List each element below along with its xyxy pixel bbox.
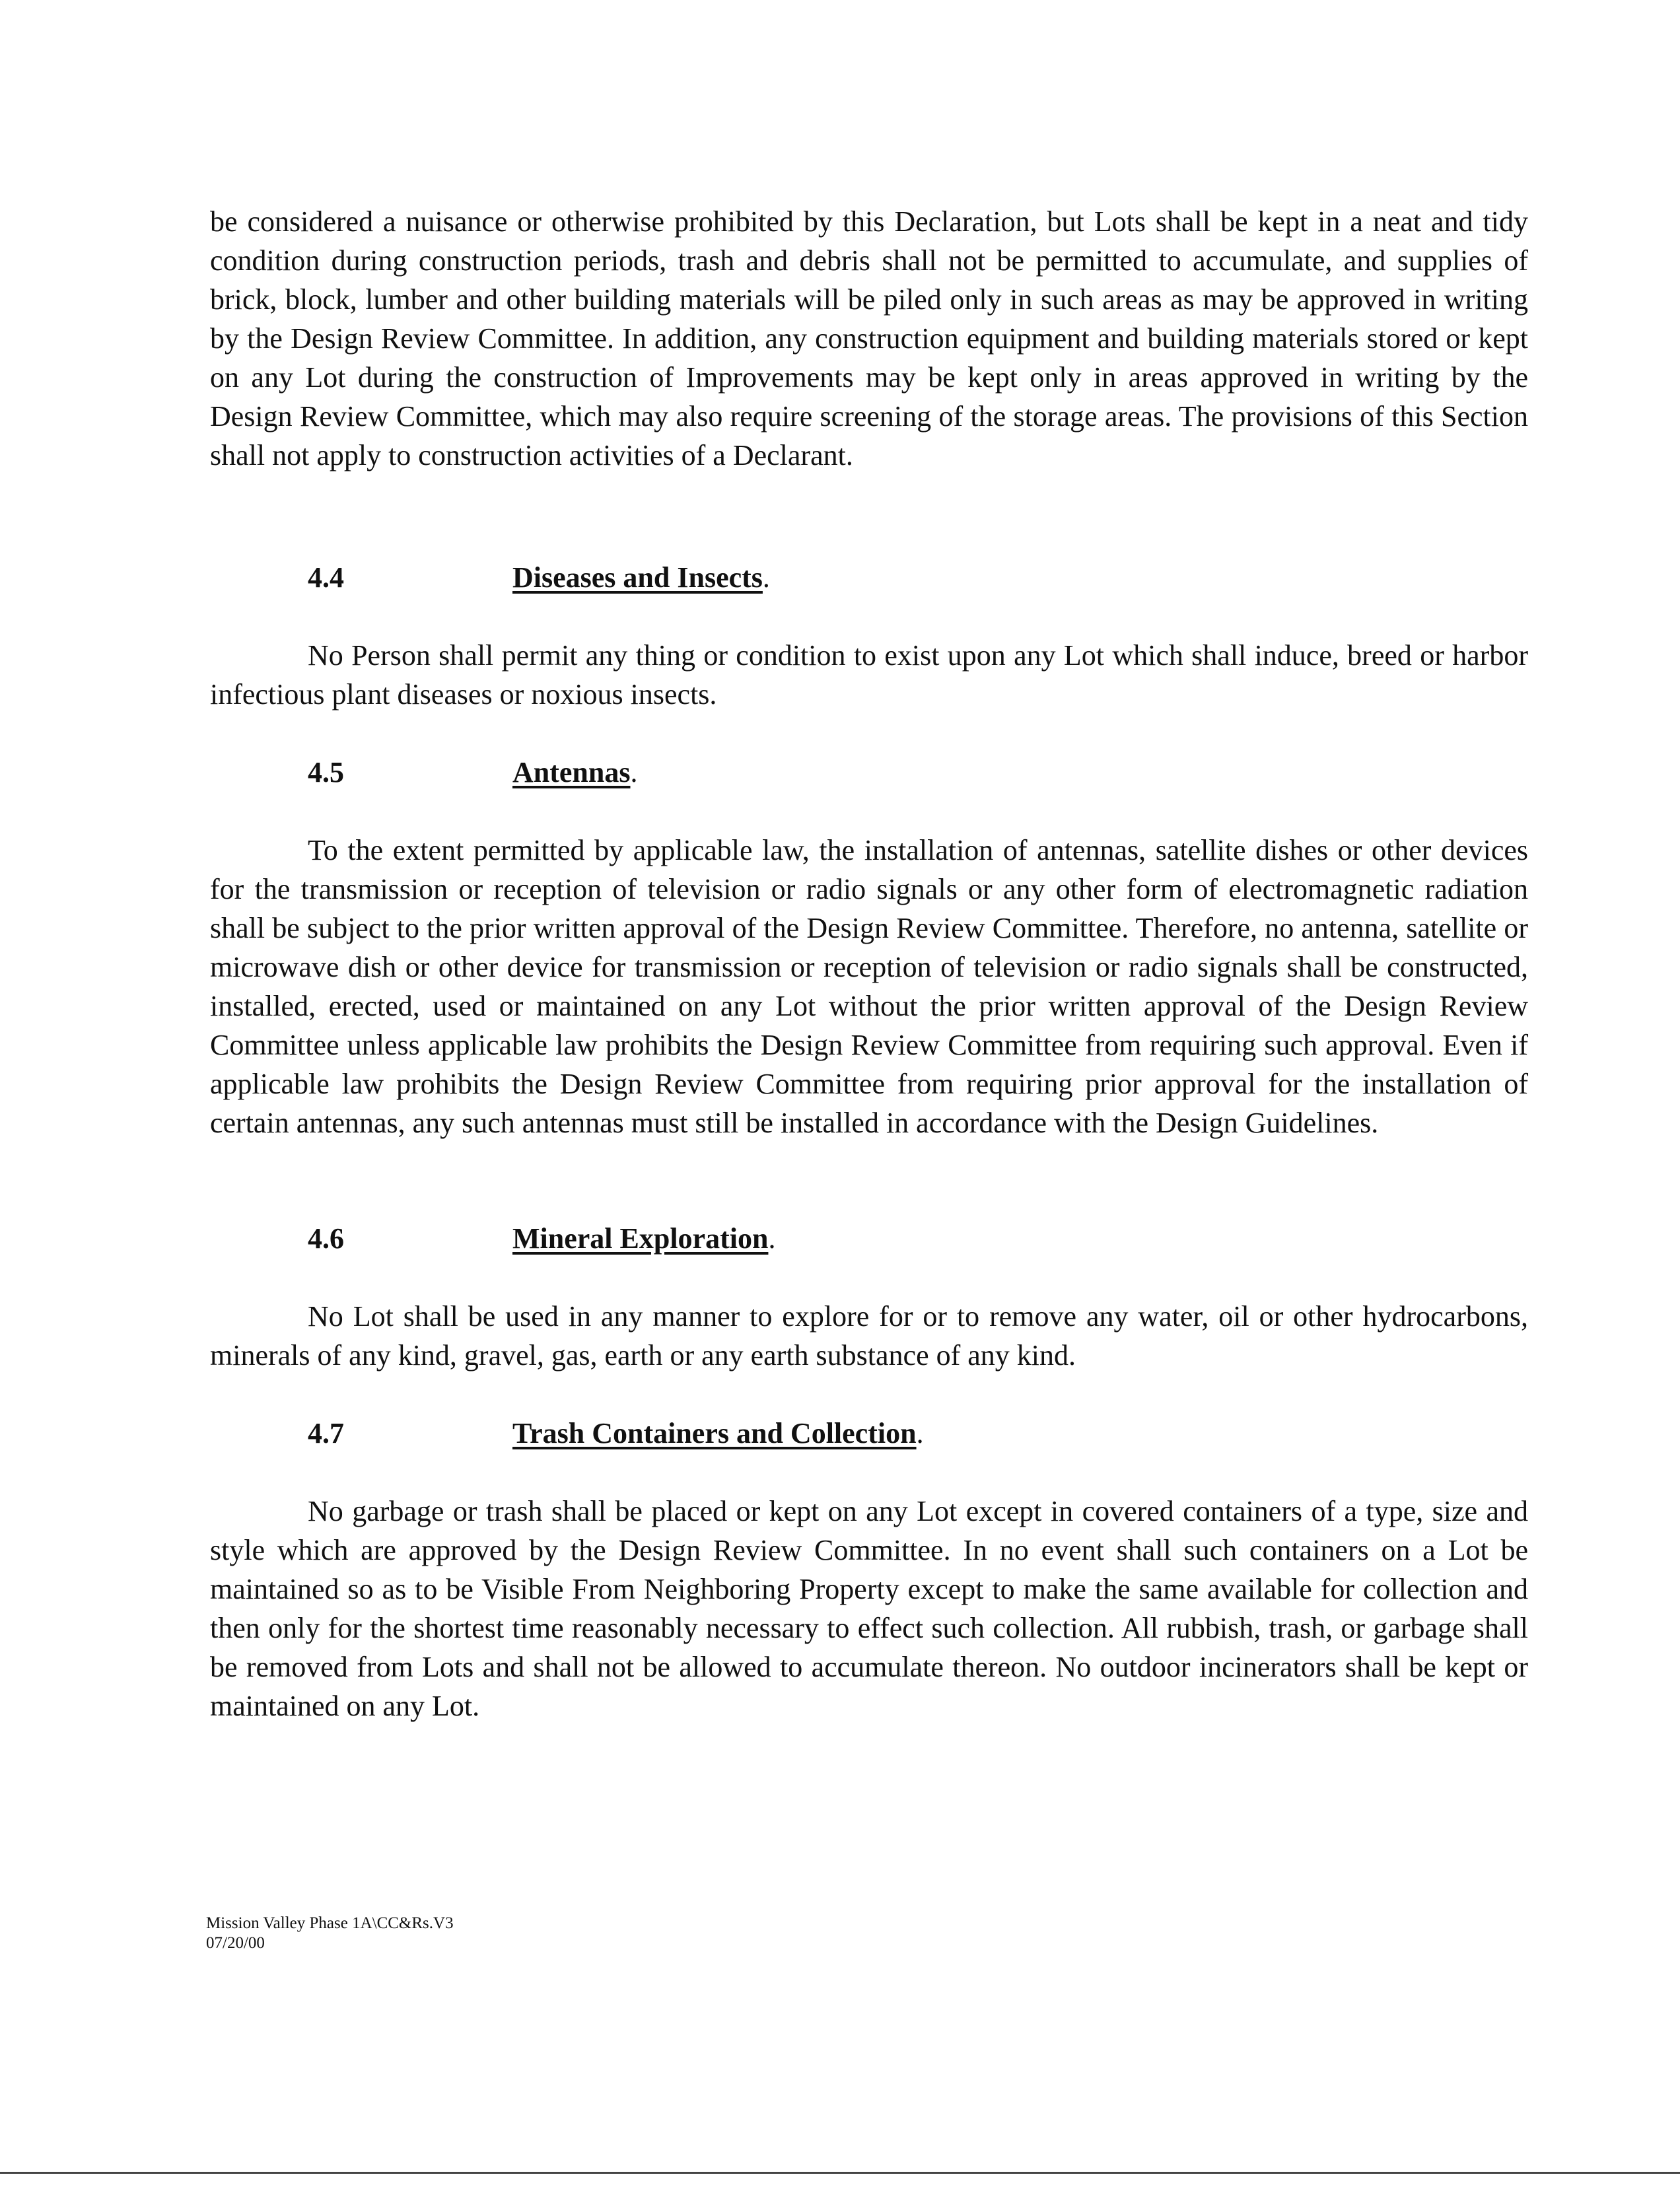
section-title-punctuation: .: [630, 756, 638, 788]
bottom-scan-line: [0, 2172, 1680, 2174]
section-4-5-paragraph: To the extent permitted by applicable law, the installation of antennas, satellite dishes or other devices for the transmission or reception of television or radio signals or any other form of electromagnetic radiation shall be subject to the prior written approval of the Design Review Committee. Therefore, no antenna, satellite or microwave dish or other device for transmission or reception of television or radio signals shall be constructed, installed, erected, used or maintained on any Lot without the prior written approval of the Design Review Committee unless applicable law prohibits the Design Review Committee from requiring such approval. Even if applicable law prohibits the Design Review Committee from requiring prior approval for the installation of certain antennas, any such antennas must still be installed in accordance with the Design Guidelines.: [210, 834, 1528, 1139]
section-number: 4.6: [308, 1222, 344, 1255]
section-title-punctuation: .: [762, 561, 770, 594]
section-heading-4-7: [308, 1414, 924, 1453]
section-4-4-paragraph: No Person shall permit any thing or condition to exist upon any Lot which shall induce, breed or harbor infectious plant diseases or noxious insects.: [210, 639, 1528, 711]
section-heading-4-5: [308, 753, 638, 792]
section-title: Antennas: [512, 756, 631, 788]
footer-doc-ref: Mission Valley Phase 1A\CC&Rs.V3: [206, 1914, 454, 1932]
section-4-7-paragraph: No garbage or trash shall be placed or kept on any Lot except in covered containers of a type, size and style which are approved by the Design Review Committee. In no event shall such containers on a Lot be maintained so as to be Visible From Neighboring Property except to make the same available for collection and then only for the shortest time reasonably necessary to effect such collection. All rubbish, trash, or garbage shall be removed from Lots and shall not be allowed to accumulate thereon. No outdoor incinerators shall be kept or maintained on any Lot.: [210, 1495, 1528, 1722]
section-number: 4.7: [308, 1417, 344, 1449]
section-number: 4.5: [308, 756, 344, 788]
footer-date: 07/20/00: [206, 1934, 265, 1952]
page-footer: [206, 1914, 454, 1953]
section-title: Mineral Exploration: [512, 1222, 769, 1255]
section-title-punctuation: .: [916, 1417, 924, 1449]
section-title: Diseases and Insects: [512, 561, 763, 594]
continuation-paragraph: be considered a nuisance or otherwise prohibited by this Declaration, but Lots shall be kept in a neat and tidy condition during construction periods, trash and debris shall not be permitted to accumulate, and supplies of brick, block, lumber and other building materials will be piled only in such areas as may be approved in writing by the Design Review Committee. In addition, any construction equipment and building materials stored or kept on any Lot during the construction of Improvements may be kept only in areas approved in writing by the Design Review Committee, which may also require screening of the storage areas. The provisions of this Section shall not apply to construction activities of a Declarant.: [210, 205, 1528, 471]
section-4-6-paragraph: No Lot shall be used in any manner to explore for or to remove any water, oil or other hydrocarbons, minerals of any kind, gravel, gas, earth or any earth substance of any kind.: [210, 1300, 1528, 1371]
section-heading-4-6: [308, 1219, 775, 1258]
section-title-punctuation: .: [768, 1222, 776, 1255]
section-number: 4.4: [308, 561, 344, 594]
section-title: Trash Containers and Collection: [512, 1417, 917, 1449]
section-heading-4-4: [308, 558, 770, 597]
